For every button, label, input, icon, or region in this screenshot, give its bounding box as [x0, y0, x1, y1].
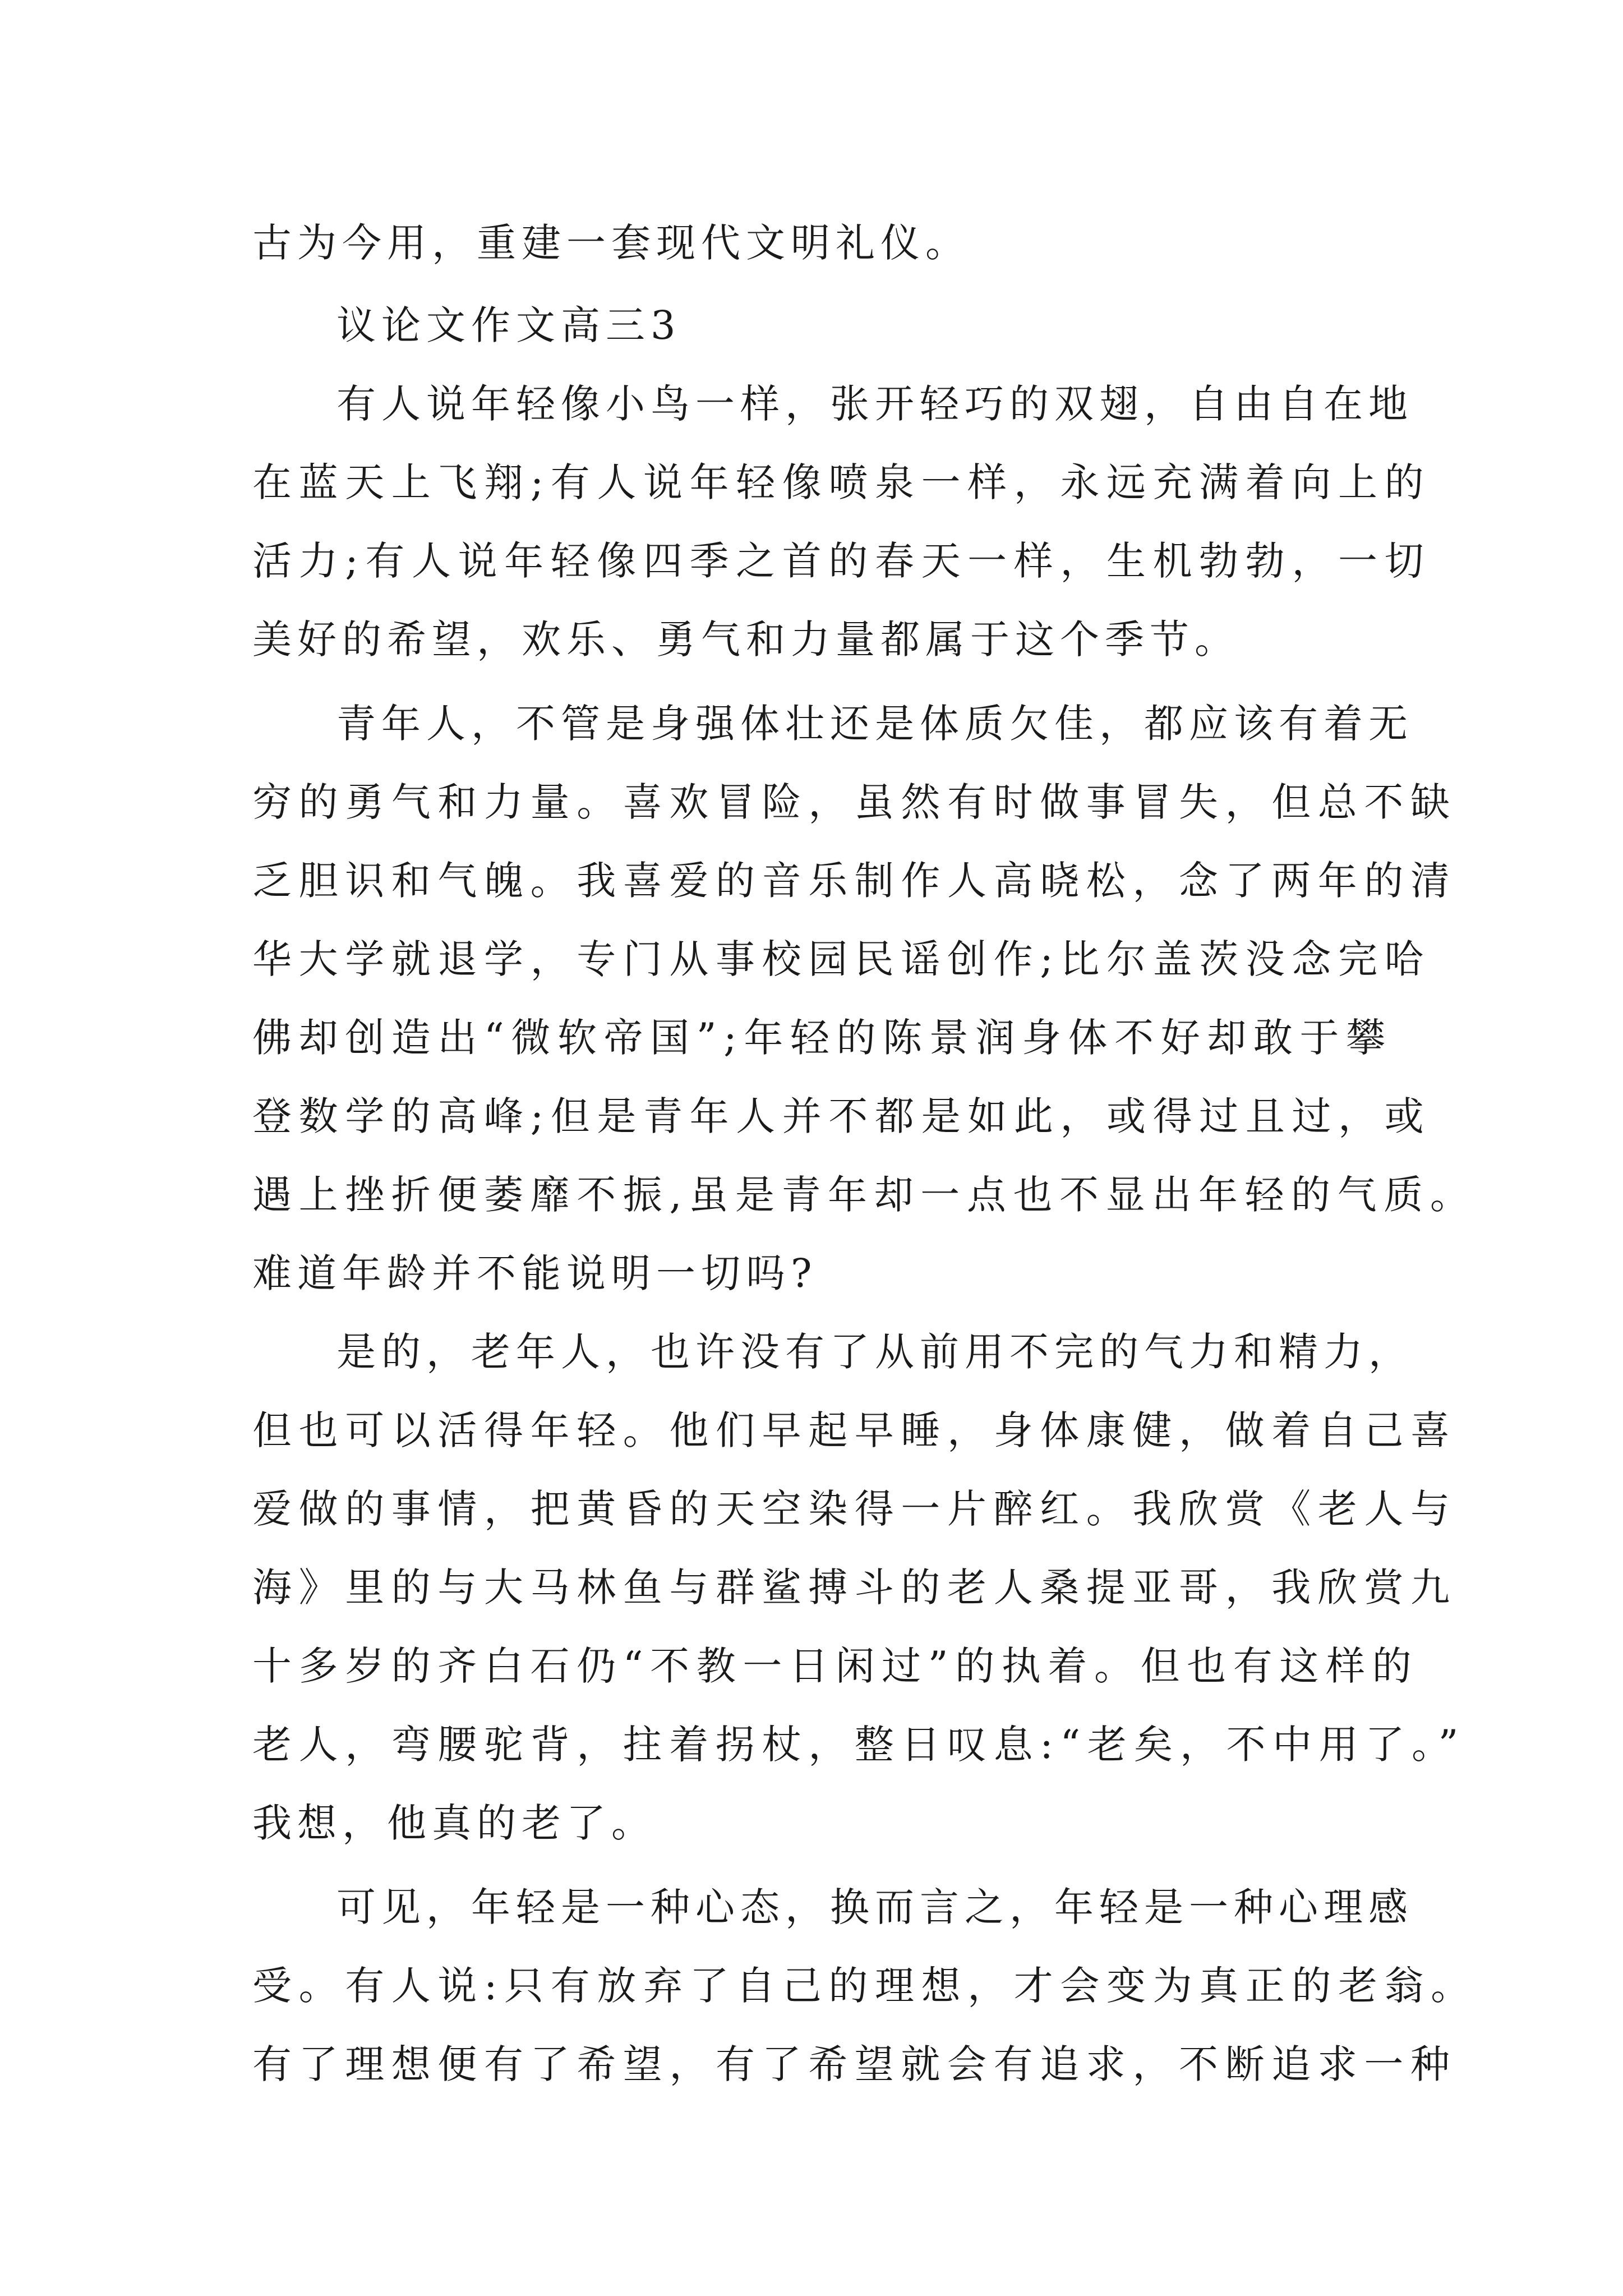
text-line: 是的，老年人，也许没有了从前用不完的气力和精力，	[336, 1329, 1413, 1375]
text-line: 华大学就退学，专门从事校园民谣创作;比尔盖茨没念完哈	[252, 936, 1431, 982]
text-line: 在蓝天上飞翔;有人说年轻像喷泉一样，永远充满着向上的	[252, 459, 1431, 505]
text-line: 登数学的高峰;但是青年人并不都是如此，或得过且过，或	[252, 1093, 1431, 1139]
text-line: 但也可以活得年轻。他们早起早睡，身体康健，做着自己喜	[252, 1407, 1457, 1453]
text-line: 十多岁的齐白石仍“不教一日闲过”的执着。但也有这样的	[252, 1643, 1419, 1689]
text-line: 遇上挫折便萎靡不振,虽是青年却一点也不显出年轻的气质。	[252, 1172, 1477, 1218]
text-line: 海》里的与大马林鱼与群鲨搏斗的老人桑提亚哥，我欣赏九	[252, 1565, 1457, 1611]
text-line: 青年人，不管是身强体壮还是体质欠佳，都应该有着无	[336, 701, 1413, 747]
text-line: 老人，弯腰驼背，拄着拐杖，整日叹息:“老矣，不中用了。”	[252, 1722, 1465, 1768]
text-line: 佛却创造出“微软帝国”;年轻的陈景润身体不好却敢于攀	[252, 1015, 1393, 1061]
text-line: 爱做的事情，把黄昏的天空染得一片醉红。我欣赏《老人与	[252, 1486, 1457, 1532]
text-line: 古为今用，重建一套现代文明礼仪。	[252, 220, 970, 266]
text-line: 难道年龄并不能说明一切吗?	[252, 1250, 818, 1296]
text-line: 美好的希望，欢乐、勇气和力量都属于这个季节。	[252, 616, 1239, 662]
text-line: 可见，年轻是一种心态，换而言之，年轻是一种心理感	[336, 1884, 1413, 1930]
text-line: 我想，他真的老了。	[252, 1800, 656, 1846]
text-line: 穷的勇气和力量。喜欢冒险，虽然有时做事冒失，但总不缺	[252, 779, 1457, 825]
text-line: 有人说年轻像小鸟一样，张开轻巧的双翅，自由自在地	[336, 381, 1413, 427]
text-line: 乏胆识和气魄。我喜爱的音乐制作人高晓松，念了两年的清	[252, 858, 1457, 904]
text-line: 受。有人说:只有放弃了自己的理想，才会变为真正的老翁。	[252, 1963, 1477, 2009]
text-line: 活力;有人说年轻像四季之首的春天一样，生机勃勃，一切	[252, 538, 1431, 584]
text-line: 有了理想便有了希望，有了希望就会有追求，不断追求一种	[252, 2041, 1457, 2087]
section-heading: 议论文作文高三3	[336, 302, 681, 348]
